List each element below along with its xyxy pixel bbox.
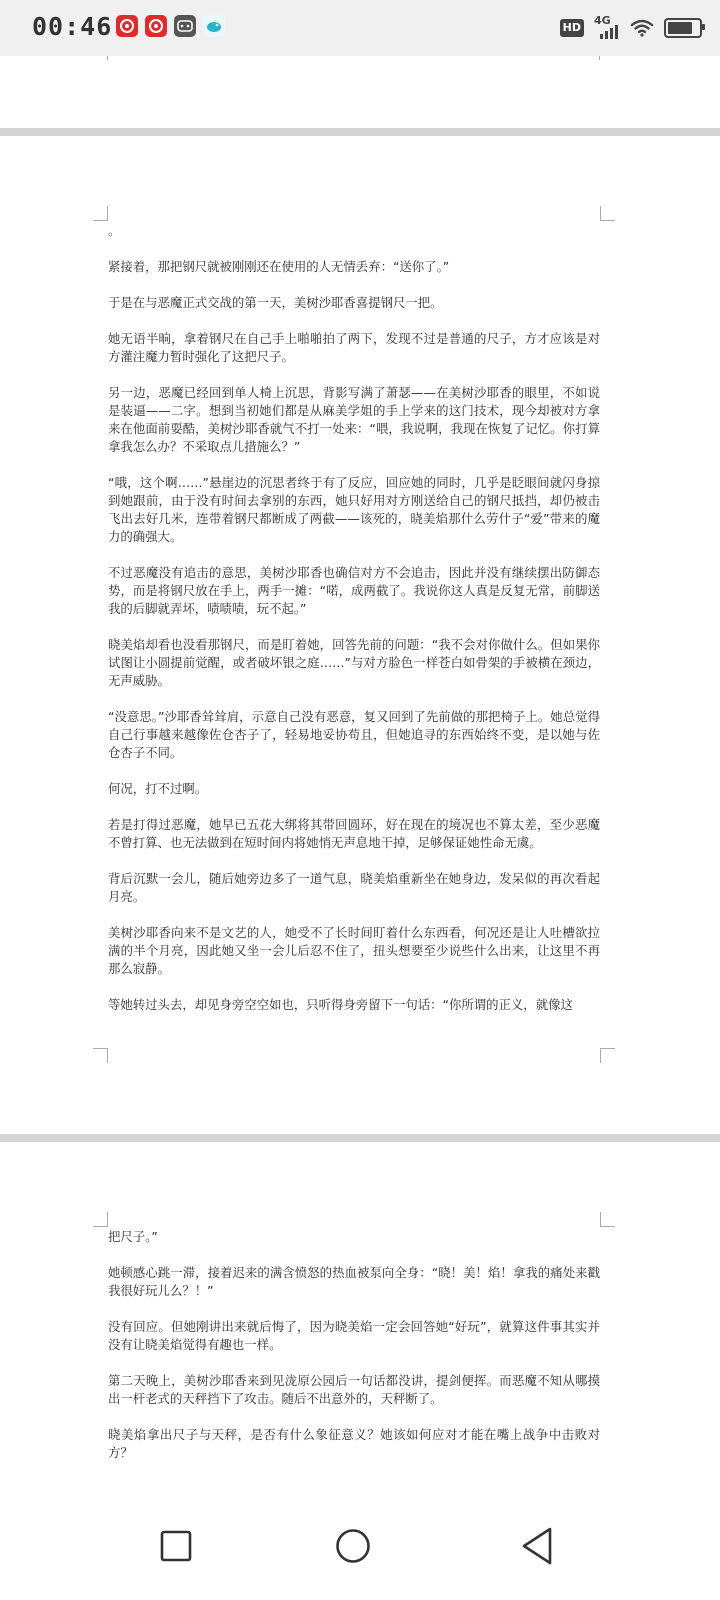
square-icon <box>146 1516 206 1576</box>
paragraph: 于是在与恶魔正式交战的第一天，美树沙耶香喜提钢尺一把。 <box>108 295 443 310</box>
paragraph: 没有回应。但她刚讲出来就后悔了，因为晓美焰一定会回答她“好玩”，就算这件事其实并没有让晓美焰觉得有趣也一样。 <box>108 1319 600 1352</box>
bird-app-icon <box>203 15 225 37</box>
paragraph: 。 <box>108 223 121 238</box>
margin-corner-mark <box>600 206 615 221</box>
paragraph: 把尺子。” <box>108 1229 158 1244</box>
paragraph: 美树沙耶香向来不是文艺的人，她受不了长时间盯着什么东西看，何况还是让人吐槽欲拉满的半个月亮，因此她又坐一会儿后忍不住了，扭头想要至少说些什么出来，让这里不再那么寂静。 <box>108 925 600 976</box>
page-separator <box>0 128 720 136</box>
back-button[interactable] <box>508 1516 568 1576</box>
paragraph: 若是打得过恶魔，她早已五花大绑将其带回圆环，好在现在的境况也不算太差，至少恶魔不曾打算、也无法做到在短时间内将她悄无声息地干掉，足够保证她性命无虞。 <box>108 817 600 850</box>
game-app-icon <box>174 15 196 37</box>
recents-button[interactable] <box>146 1516 206 1576</box>
circle-icon <box>323 1516 383 1576</box>
clock: 00:46 <box>32 12 113 41</box>
paragraph: 背后沉默一会儿，随后她旁边多了一道气息，晓美焰重新坐在她身边，发呆似的再次看起月亮。 <box>108 871 600 904</box>
margin-corner-mark <box>93 1212 108 1227</box>
status-bar <box>0 0 720 56</box>
page-text-body <box>108 222 600 1032</box>
paragraph: 另一边，恶魔已经回到单人椅上沉思，背影写满了萧瑟——在美树沙耶香的眼里，不如说是装逼——二字。想到当初她们都是从麻美学姐的手上学来的这门技术，现今却被对方拿来在他面前耍酷，美树沙耶香就气不打一处来：“喂，我说啊，我现在恢复了记忆。你打算拿我怎么办？不采取点儿措施么？” <box>108 385 600 454</box>
document-page-3[interactable] <box>0 1142 720 1490</box>
paragraph: 紧接着，那把钢尺就被刚刚还在使用的人无情丢弃：“送你了。” <box>108 259 450 274</box>
margin-corner-mark <box>600 1048 615 1063</box>
netease-music-icon <box>116 15 138 37</box>
paragraph: 第二天晚上，美树沙耶香来到见泷原公园后一句话都没讲，提剑便挥。而恶魔不知从哪摸出一杆老式的天秤挡下了攻击。随后不出意外的，天秤断了。 <box>108 1373 600 1406</box>
paragraph: “没意思。”沙耶香耸耸肩，示意自己没有恶意，复又回到了先前做的那把椅子上。她总觉得自己行事越来越像佐仓杏子了，轻易地妥协苟且，但她追寻的东西始终不变，是以她与佐仓杏子不同。 <box>108 709 600 760</box>
paragraph: 何况，打不过啊。 <box>108 781 208 796</box>
paragraph: “哦，这个啊……”悬崖边的沉思者终于有了反应，回应她的同时，几乎是眨眼间就闪身掠到她跟前，由于没有时间去拿别的东西，她只好用对方刚送给自己的钢尺抵挡，却仍被击飞出去好几米，连带着钢尺都断成了两截——该死的，晓美焰那什么劳什子“爱”带来的魔力的确强大。 <box>108 475 600 544</box>
home-button[interactable] <box>323 1516 383 1576</box>
margin-corner-mark <box>600 1212 615 1227</box>
paragraph: 不过恶魔没有追击的意思，美树沙耶香也确信对方不会追击，因此并没有继续摆出防御态势，而是将钢尺放在手上，两手一摊：“喏，成两截了。我说你这人真是反复无常，前脚送我的后脚就弄坏，啧啧啧，玩不起。” <box>108 565 600 616</box>
paragraph: 晓美焰拿出尺子与天秤，是否有什么象征意义？她该如何应对才能在嘴上战争中击败对方？ <box>108 1427 600 1460</box>
paragraph: 她顿感心跳一滞，接着迟来的满含愤怒的热血被泵向全身：“晓！美！焰！拿我的痛处来戳我很好玩儿么？！” <box>108 1265 600 1298</box>
paragraph: 晓美焰却看也没看那钢尺，而是盯着她，回答先前的问题：“我不会对你做什么。但如果你试图让小圆提前觉醒，或者破坏银之庭……”与对方脸色一样苍白如骨架的手被横在颈边，无声威胁。 <box>108 637 600 688</box>
cellular-signal-icon: 4G <box>594 17 620 39</box>
netease-music-icon <box>145 15 167 37</box>
margin-corner-mark <box>93 1048 108 1063</box>
paragraph: 等她转过头去，却见身旁空空如也，只听得身旁留下一句话：“你所谓的正义，就像这 <box>108 997 573 1012</box>
battery-icon <box>664 18 702 38</box>
margin-corner-mark <box>93 206 108 221</box>
page-separator <box>0 1134 720 1142</box>
wifi-icon <box>630 18 654 38</box>
triangle-back-icon <box>508 1516 568 1576</box>
hd-voice-icon: HD <box>560 19 584 37</box>
document-page-1 <box>0 56 720 128</box>
paragraph: 她无语半晌，拿着钢尺在自己手上啪啪拍了两下，发现不过是普通的尺子，方才应该是对方灌注魔力暂时强化了这把尺子。 <box>108 331 600 364</box>
document-page-2[interactable] <box>0 136 720 1134</box>
navigation-bar <box>0 1490 720 1600</box>
page-text-body <box>108 1228 600 1480</box>
